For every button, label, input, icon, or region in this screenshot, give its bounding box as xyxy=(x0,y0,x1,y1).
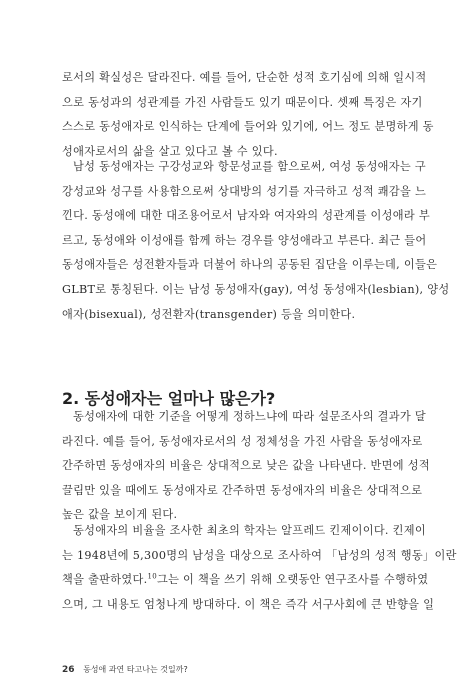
paragraph-2 xyxy=(62,155,450,327)
page-number: 26 xyxy=(62,665,75,675)
text-line: 는 1948년에 5,300명의 남성을 대상으로 조사하여 「남성의 성적 행동」이란 xyxy=(62,548,457,562)
text-line: 애자(bisexual), 성전환자(transgender) 등을 의미한다. xyxy=(62,307,356,321)
text-line: 로서의 확실성은 달라진다. 예를 들어, 단순한 성적 호기심에 의해 일시적 xyxy=(62,71,427,84)
text-line: 간주하면 동성애자의 비율은 상대적으로 낮은 값을 나타낸다. 반면에 성적 xyxy=(62,459,430,473)
text-line: 으며, 그 내용도 엄청나게 방대하다. 이 책은 즉각 서구사회에 큰 반향을 일 xyxy=(62,597,435,611)
text-line: 으로 동성과의 성관계를 가진 사람들도 있기 때문이다. 셋째 특징은 자기 xyxy=(62,95,423,109)
text-line: 동성애자에 대한 기준을 어떻게 정하느냐에 따라 설문조사의 결과가 달 xyxy=(73,410,426,423)
text-line: 스스로 동성애자로 인식하는 단계에 들어와 있기에, 어느 정도 분명하게 동 xyxy=(62,120,434,134)
text-line: 남성 동성애자는 구강성교와 항문성교를 함으로써, 여성 동성애자는 구 xyxy=(73,160,426,173)
text-line: 라진다. 예를 들어, 동성애자로서의 성 정체성을 가진 사람을 동성애자로 xyxy=(62,434,423,448)
text-line: 동성애자의 비율을 조사한 최초의 학자는 알프레드 킨제이이다. 킨제이 xyxy=(73,524,426,537)
text-line: GLBT로 통칭된다. 이는 남성 동성애자(gay), 여성 동성애자(lesbian), 양성 xyxy=(62,282,450,296)
text-line: 높은 값을 보이게 된다. xyxy=(62,508,178,522)
text-line: 성애자로서의 삶을 살고 있다고 볼 수 있다. xyxy=(62,144,278,158)
text-line: 강성교와 성구를 사용함으로써 상대방의 성기를 자극하고 성적 쾌감을 느 xyxy=(62,184,427,198)
text-segment: 책을 출판하였다. xyxy=(62,573,148,587)
text-line: 끌림만 있을 때에도 동성애자로 간주하면 동성애자의 비율은 상대적으로 xyxy=(62,483,423,497)
page-footer xyxy=(62,664,188,675)
section-heading: 2. 동성애자는 얼마나 많은가? xyxy=(62,389,276,409)
footnote-marker[interactable]: 10 xyxy=(147,572,157,581)
text-line: 낀다. 동성애에 대한 대조용어로서 남자와 여자와의 성관계를 이성애라 부 xyxy=(62,209,430,223)
text-line: 동성애자들은 성전환자들과 더불어 하나의 공동된 집단을 이루는데, 이들은 xyxy=(62,258,438,272)
paragraph-3 xyxy=(62,405,430,528)
running-title: 동성애 과연 타고나는 것일까? xyxy=(83,665,188,674)
paragraph-4 xyxy=(62,519,457,617)
text-line: 르고, 동성애와 이성애를 함께 하는 경우를 양성애라고 부른다. 최근 들어 xyxy=(62,233,427,247)
text-segment: 그는 이 책을 쓰기 위해 오랫동안 연구조사를 수행하였 xyxy=(156,573,429,587)
text-line xyxy=(62,568,429,593)
paragraph-1 xyxy=(62,66,434,164)
